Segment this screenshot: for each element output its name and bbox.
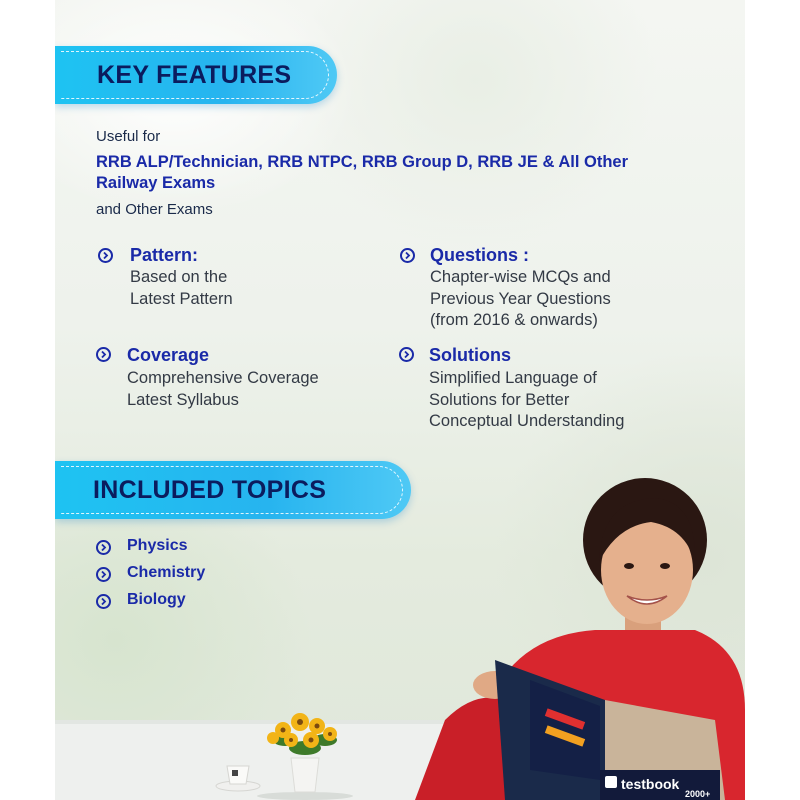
book-brand: testbook: [621, 776, 680, 792]
feature-coverage-title: Coverage: [127, 345, 210, 365]
other-exams-label: and Other Exams: [96, 201, 213, 218]
feature-pattern-title: Pattern:: [130, 245, 199, 265]
chevron-right-icon: [400, 248, 415, 263]
topic-biology: Biology: [127, 591, 186, 608]
student-photo: [355, 470, 745, 800]
chevron-right-icon: [96, 347, 111, 362]
poster: [55, 0, 745, 800]
feature-solutions-body: Simplified Language of Solutions for Better Conceptual Understanding: [429, 369, 625, 430]
chevron-right-icon: [96, 540, 111, 555]
feature-pattern-body: Based on the Latest Pattern: [130, 268, 233, 308]
cup-image: [215, 758, 261, 794]
feature-coverage-body: Comprehensive Coverage Latest Syllabus: [127, 369, 319, 409]
chevron-right-icon: [399, 347, 414, 362]
topic-physics: Physics: [127, 537, 188, 554]
chevron-right-icon: [98, 248, 113, 263]
feature-solutions-title: Solutions: [429, 345, 511, 365]
feature-questions-title: Questions :: [430, 245, 530, 265]
exam-list: RRB ALP/Technician, RRB NTPC, RRB Group D, RRB JE & All Other Railway Exams: [96, 153, 629, 192]
useful-for-label: Useful for: [96, 128, 161, 145]
included-topics-heading: INCLUDED TOPICS: [93, 476, 327, 504]
chevron-right-icon: [96, 567, 111, 582]
flower-pot-image: [255, 700, 355, 800]
topic-chemistry: Chemistry: [127, 564, 206, 581]
book-badge: 2000+: [685, 789, 711, 799]
chevron-right-icon: [96, 594, 111, 609]
feature-questions-body: Chapter-wise MCQs and Previous Year Questions (from 2016 & onwards): [430, 268, 611, 329]
key-features-banner: [55, 46, 337, 104]
key-features-heading: KEY FEATURES: [97, 61, 292, 89]
